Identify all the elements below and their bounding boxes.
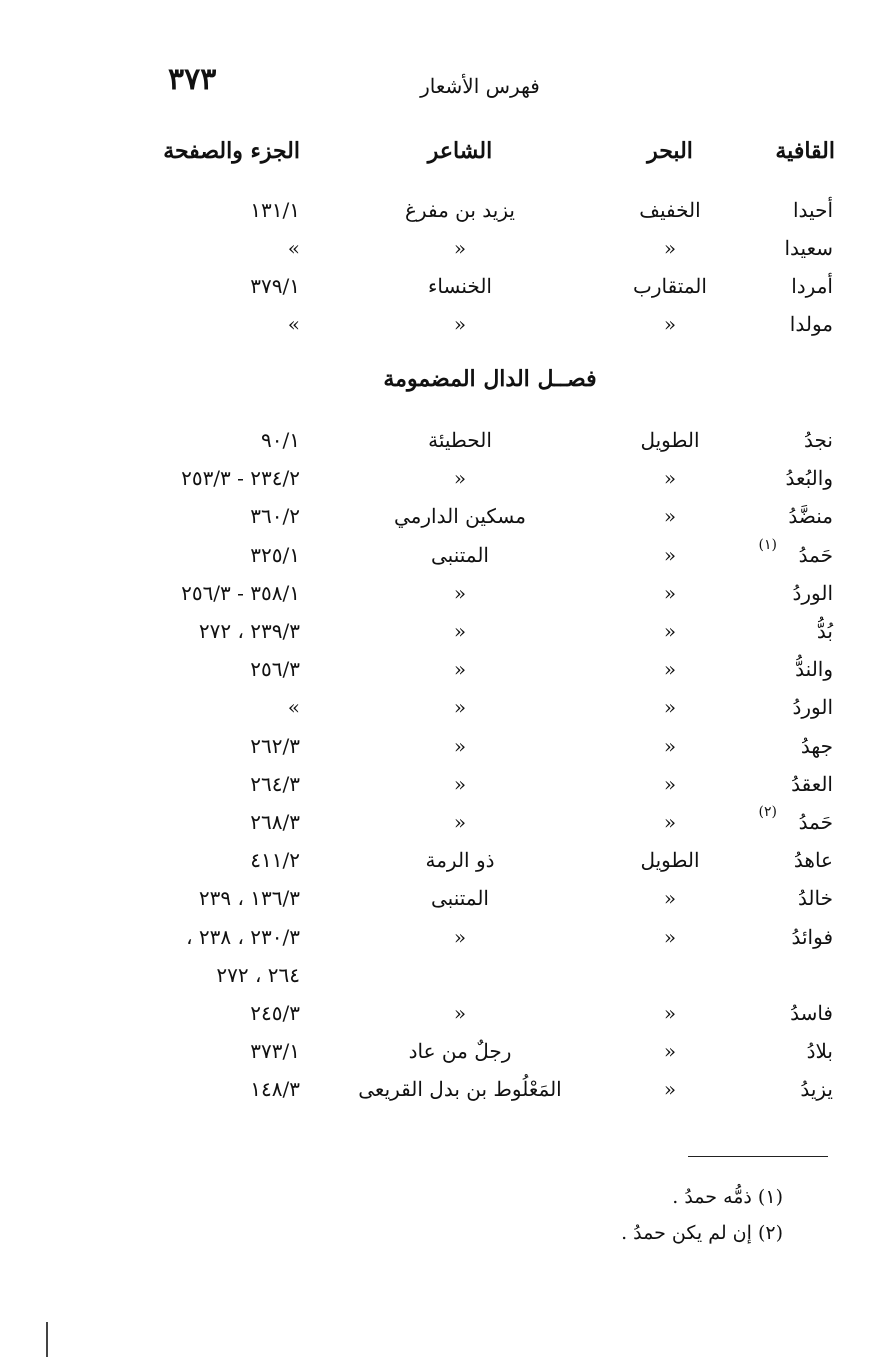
meter-cell: »: [663, 1077, 677, 1102]
rhyme-cell: فوائدُ: [791, 924, 833, 949]
rhyme-cell: أمردا: [791, 274, 833, 298]
ref-cell: ١٣٦/٣ ، ٢٣٩: [198, 886, 300, 911]
footnote-marker: (١): [758, 536, 777, 553]
ref-cell: ٢٦٢/٣: [250, 733, 300, 758]
table-row: [0, 428, 885, 460]
poet-cell: »: [453, 657, 467, 682]
poet-cell: »: [453, 771, 467, 796]
meter-cell: الخفيف: [639, 198, 701, 222]
ref-cell: ٣٧٣/١: [250, 1039, 300, 1064]
rhyme-cell: جهدُ: [800, 733, 833, 758]
meter-cell: »: [663, 619, 677, 643]
ref-cell: ٢٣٩/٣ ، ٢٧٢: [198, 619, 300, 643]
rhyme-cell: سعيدا: [784, 236, 833, 260]
table-row: [0, 581, 885, 613]
table-row: [0, 504, 885, 536]
poet-cell: الخنساء: [428, 274, 492, 298]
ref-cell: ١٣١/١: [250, 198, 300, 222]
ref-cell: ٣٧٩/١: [250, 274, 300, 298]
footnote-1: (١) ذمُّه حمدُ .: [672, 1186, 783, 1208]
meter-cell: الطويل: [640, 848, 700, 873]
table-row: [0, 963, 885, 995]
ref-cell: »: [287, 312, 300, 336]
table-row: [0, 886, 885, 918]
meter-cell: »: [663, 542, 677, 567]
ref-cell: ٢٦٨/٣: [250, 810, 300, 834]
meter-cell: »: [663, 466, 677, 491]
footnote-2: (٢) إن لم يكن حمدُ .: [621, 1222, 783, 1244]
rhyme-cell: عاهدُ: [793, 848, 833, 873]
poet-cell: »: [453, 695, 467, 720]
rhyme-cell: والندُّ: [795, 657, 833, 682]
meter-cell: »: [663, 580, 677, 605]
poet-cell: المَعْلُوط بن بدل القريعى: [358, 1077, 562, 1102]
table-row: [0, 695, 885, 727]
poet-cell: الحطيئة: [428, 428, 492, 452]
meter-cell: »: [663, 810, 677, 834]
table-row: [0, 1039, 885, 1071]
table-row: [0, 619, 885, 651]
table-row: [0, 804, 885, 842]
table-row: [0, 1001, 885, 1033]
meter-cell: الطويل: [640, 428, 700, 452]
footnote-marker: (٢): [758, 804, 777, 820]
rhyme-cell: أحيدا: [792, 198, 833, 222]
rhyme-cell: خالدُ: [797, 886, 833, 911]
rhyme-cell: منضَّدُ: [788, 504, 833, 529]
ref-cell: ٢٤٥/٣: [250, 1001, 300, 1025]
poet-cell: »: [453, 619, 467, 643]
rhyme-cell: نجدُ: [804, 428, 833, 452]
meter-cell: »: [663, 1001, 677, 1025]
poet-cell: يزيد بن مفرغ: [405, 198, 515, 222]
rhyme-cell: والبُعدُ: [785, 466, 833, 491]
rhyme-cell: مولدا: [789, 312, 833, 336]
ref-cell: »: [287, 695, 300, 720]
margin-mark: [46, 1322, 48, 1357]
table-row: [0, 312, 885, 344]
ref-cell: ٢٣٠/٣ ، ٢٣٨ ،: [186, 924, 300, 949]
poet-cell: »: [453, 236, 467, 260]
column-header-rhyme: القافية: [775, 138, 835, 164]
ref-cell: ٢٥٦/٣: [250, 657, 300, 682]
table-row: [0, 1077, 885, 1109]
meter-cell: »: [663, 236, 677, 260]
table-row: [0, 734, 885, 766]
meter-cell: »: [663, 695, 677, 720]
table-row: [0, 536, 885, 575]
poet-cell: ذو الرمة: [425, 848, 495, 873]
table-row: [0, 274, 885, 306]
column-header-poet: الشاعر: [427, 138, 493, 164]
ref-cell: ١٤٨/٣: [250, 1077, 300, 1102]
rhyme-cell: الوردُ: [792, 695, 833, 720]
column-header-meter: البحر: [647, 138, 693, 164]
ref-cell: »: [287, 236, 300, 260]
poet-cell: مسكين الدارمي: [394, 504, 526, 529]
poet-cell: المتنبى: [431, 886, 489, 911]
ref-cell: ٤١١/٢: [250, 848, 300, 873]
ref-cell: ٣٢٥/١: [250, 542, 300, 567]
section-title: فصــل الدال المضمومة: [383, 366, 597, 392]
table-row: [0, 466, 885, 498]
meter-cell: »: [663, 733, 677, 758]
table-row: [0, 848, 885, 880]
meter-cell: »: [663, 886, 677, 911]
table-row: [0, 925, 885, 957]
poet-cell: »: [453, 924, 467, 949]
poet-cell: »: [453, 733, 467, 758]
ref-cell: ٢٦٤ ، ٢٧٢: [216, 962, 300, 987]
meter-cell: »: [663, 771, 677, 796]
rhyme-cell: فاسدُ: [790, 1001, 833, 1025]
table-row: [0, 198, 885, 230]
ref-cell: ٢٣٤/٢ - ٢٥٣/٣: [181, 466, 300, 491]
page-number: ٣٧٣: [168, 62, 217, 97]
meter-cell: المتقارب: [633, 274, 707, 298]
column-header-ref: الجزء والصفحة: [163, 138, 300, 164]
poet-cell: »: [453, 312, 467, 336]
poet-cell: رجلٌ من عاد: [408, 1039, 512, 1064]
table-row: [0, 772, 885, 804]
meter-cell: »: [663, 504, 677, 529]
footnote-divider: [688, 1156, 828, 1157]
poet-cell: »: [453, 810, 467, 834]
running-title: فهرس الأشعار: [420, 74, 540, 98]
rhyme-cell: حَمدُ: [798, 810, 833, 834]
ref-cell: ٣٥٨/١ - ٢٥٦/٣: [181, 580, 300, 605]
meter-cell: »: [663, 657, 677, 682]
ref-cell: ٩٠/١: [261, 428, 300, 452]
poet-cell: »: [453, 580, 467, 605]
poet-cell: »: [453, 466, 467, 491]
rhyme-cell: حَمدُ: [798, 542, 833, 567]
rhyme-cell: العقدُ: [791, 771, 833, 796]
rhyme-cell: بلادُ: [806, 1039, 833, 1064]
table-row: [0, 236, 885, 268]
ref-cell: ٣٦٠/٢: [250, 504, 300, 529]
meter-cell: »: [663, 1039, 677, 1064]
rhyme-cell: يزيدُ: [800, 1077, 833, 1102]
poet-cell: »: [453, 1001, 467, 1025]
rhyme-cell: بُدُّ: [816, 619, 833, 643]
rhyme-cell: الوردُ: [792, 580, 833, 605]
ref-cell: ٢٦٤/٣: [250, 771, 300, 796]
meter-cell: »: [663, 924, 677, 949]
table-row: [0, 657, 885, 689]
poet-cell: المتنبى: [431, 542, 489, 567]
meter-cell: »: [663, 312, 677, 336]
